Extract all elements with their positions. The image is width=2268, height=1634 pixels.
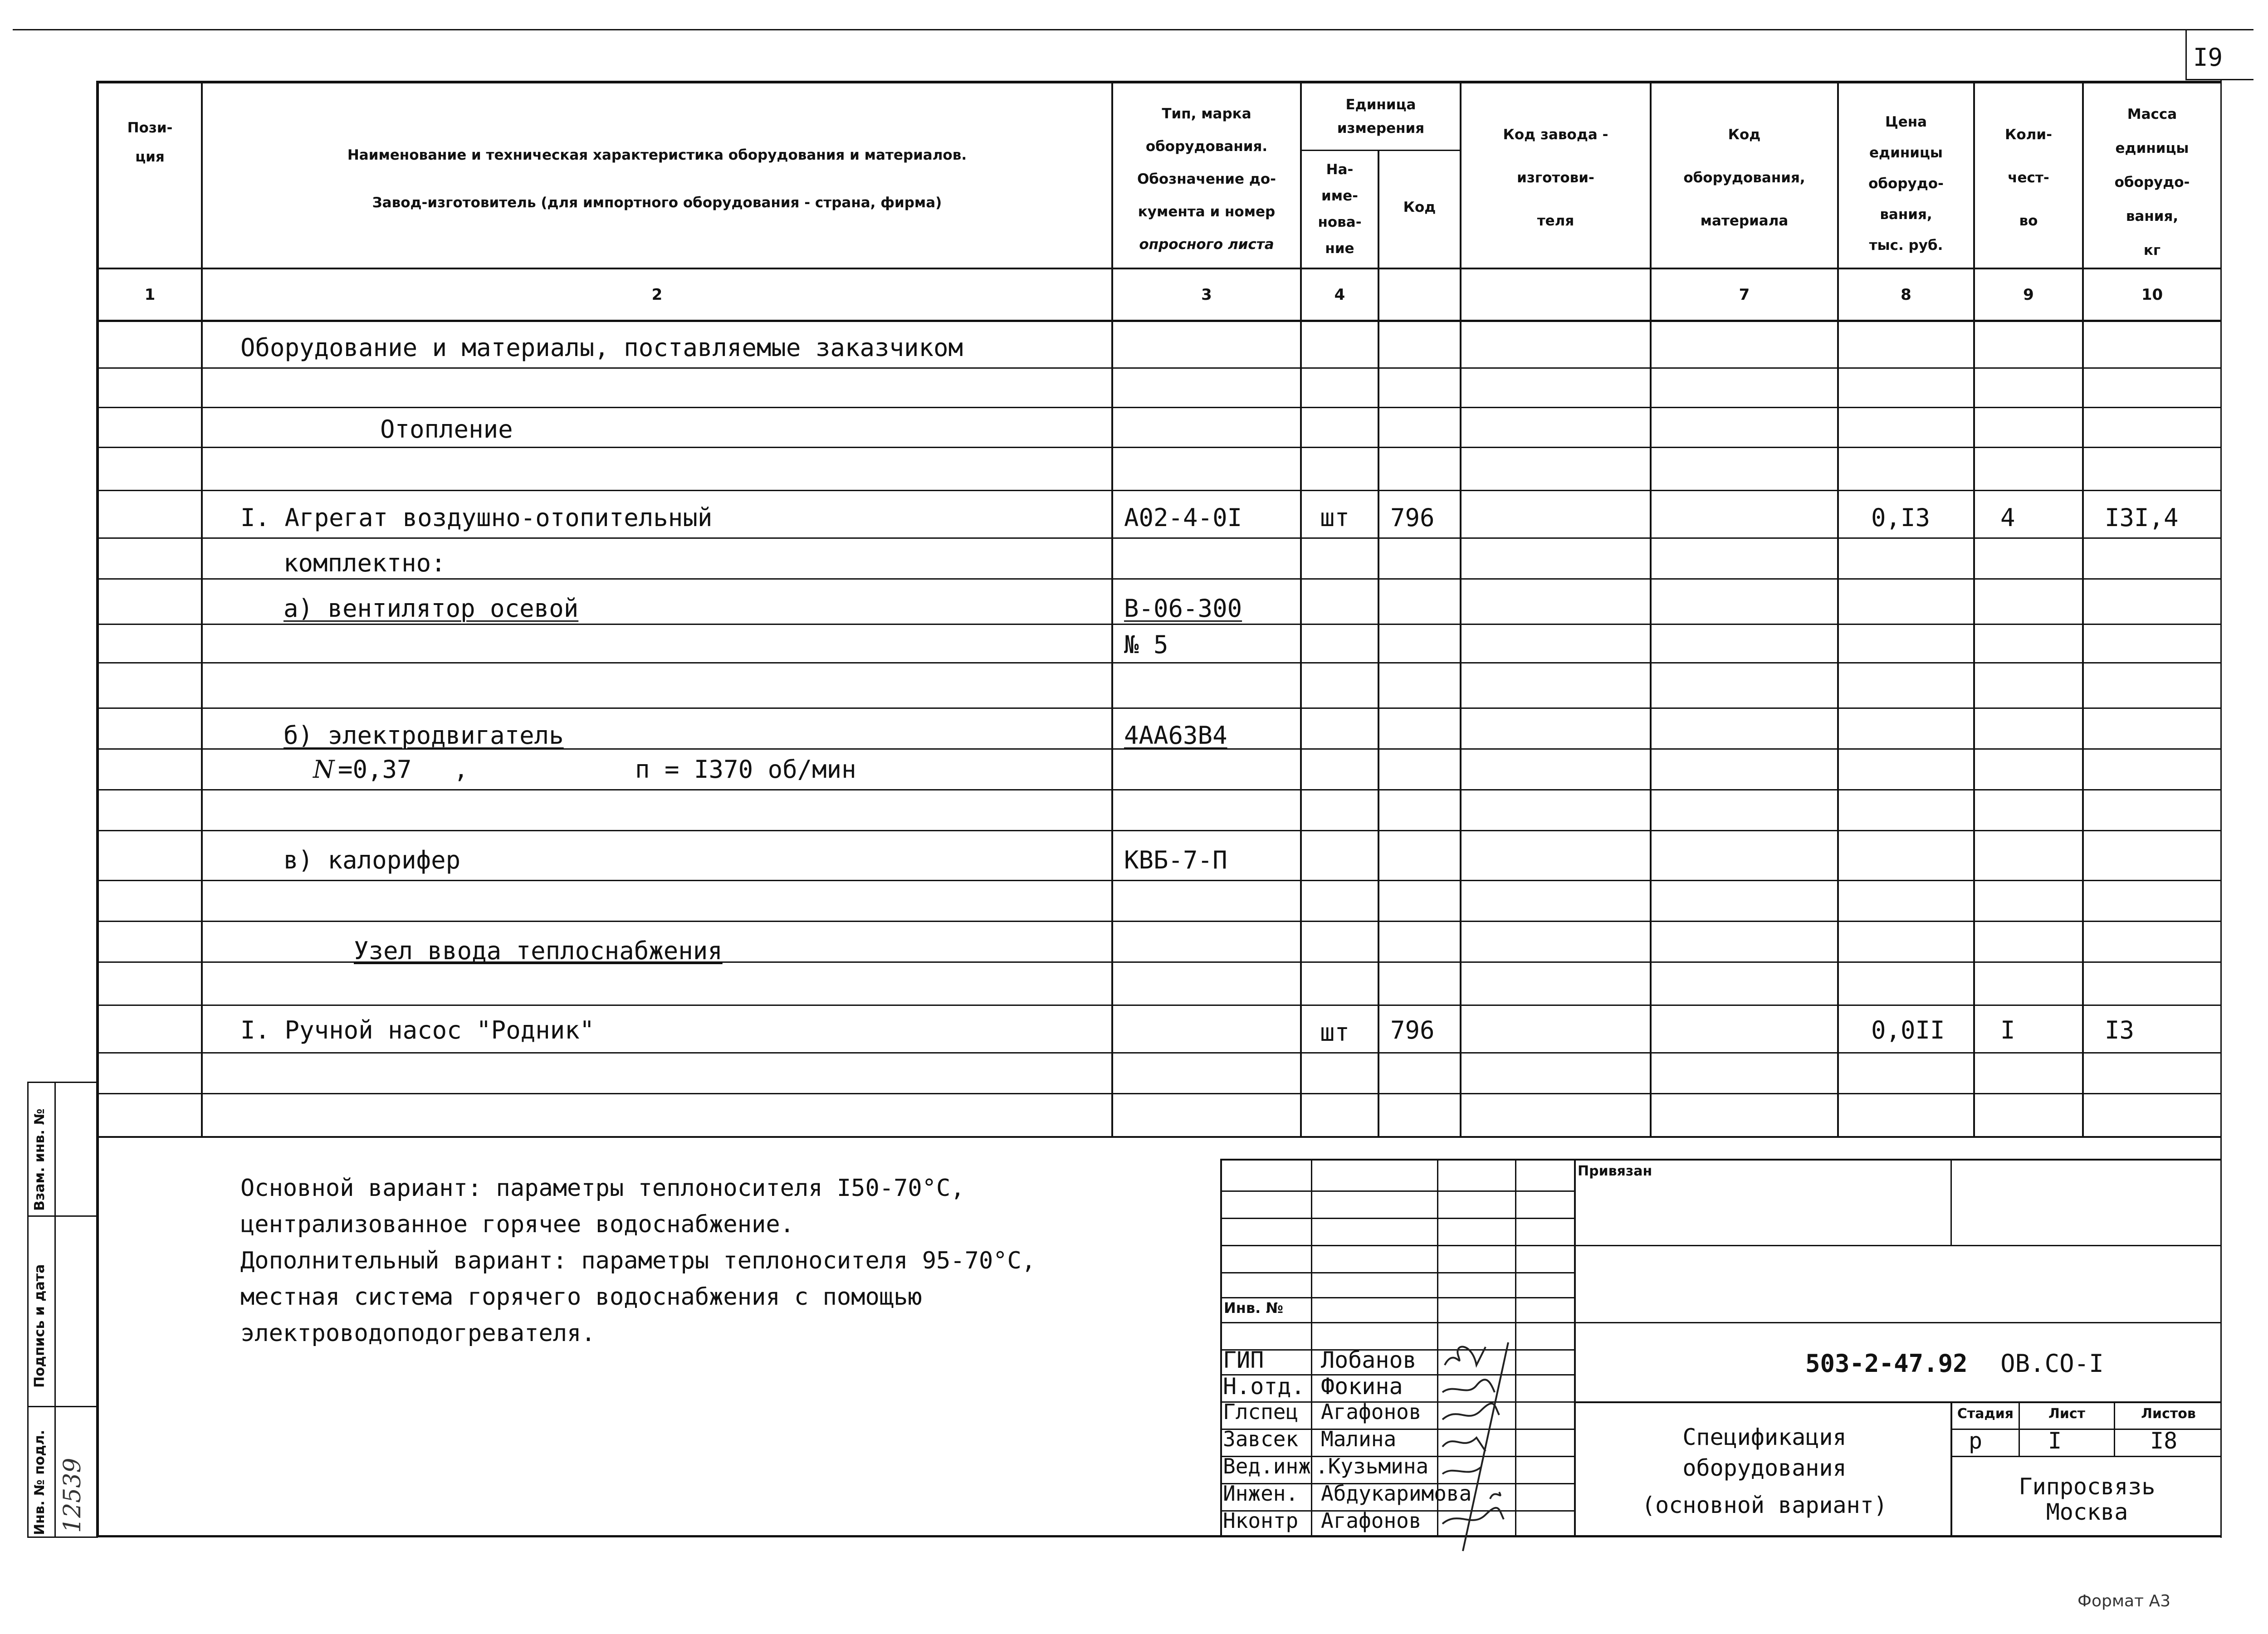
name-4: Малина bbox=[1321, 1427, 1397, 1451]
header-name: Наименование и техническая характеристика оборудования и материалов. Завод-изготовитель (для импортного оборудования - страна, фирма) bbox=[347, 147, 967, 211]
header-factory-code: Код завода - изготови- теля bbox=[1503, 127, 1608, 229]
sheet-number: I9 bbox=[2193, 43, 2223, 72]
colnum-7: 7 bbox=[1739, 286, 1750, 304]
item1-qty: 4 bbox=[2000, 503, 2015, 532]
name-1: Лобанов bbox=[1321, 1347, 1417, 1373]
motor-power-symbol: N bbox=[313, 755, 335, 784]
header-mass: Масса единицы оборудо- вания, кг bbox=[2114, 106, 2190, 259]
header-unit-group: Единица измерения bbox=[1337, 97, 1425, 137]
colnum-9: 9 bbox=[2023, 286, 2034, 304]
item1-code: 796 bbox=[1390, 503, 1435, 532]
side-inv-original: Инв. № подл. bbox=[32, 1429, 48, 1535]
item2-unit: шт bbox=[1320, 1018, 1350, 1047]
header-equipment-code: Код оборудования, материала bbox=[1683, 127, 1805, 229]
doc-code-suffix: ОВ.СО-I bbox=[2000, 1349, 2104, 1378]
side-sign-date: Подпись и дата bbox=[32, 1264, 48, 1388]
fan-label: а) вентилятор осевой bbox=[284, 594, 579, 623]
role-2: Н.отд. bbox=[1223, 1373, 1305, 1400]
item2-code: 796 bbox=[1390, 1016, 1435, 1044]
role-4: Завсек bbox=[1223, 1427, 1299, 1451]
motor-label: б) электродвигатель bbox=[284, 721, 564, 750]
colnum-4: 4 bbox=[1334, 286, 1345, 304]
item1-price: 0,I3 bbox=[1871, 503, 1931, 532]
signatures-graphic bbox=[1436, 1338, 1535, 1556]
header-quantity: Коли- чест- во bbox=[2005, 127, 2052, 229]
fan-number: № 5 bbox=[1124, 630, 1168, 659]
doc-code-number: 503-2-47.92 bbox=[1805, 1349, 1968, 1378]
stage-label: Стадия bbox=[1957, 1406, 2014, 1422]
side-replace-inv: Взам. инв. № bbox=[32, 1108, 48, 1211]
sheets-label: Листов bbox=[2141, 1406, 2196, 1422]
node-title: Узел ввода теплоснабжения bbox=[354, 937, 723, 965]
item2-qty: I bbox=[2000, 1016, 2015, 1044]
header-price: Цена единицы оборудо- вания, тыс. руб. bbox=[1868, 114, 1944, 254]
fan-type: В-06-300 bbox=[1124, 594, 1242, 623]
doc-title: Спецификация оборудования (основной вариант) bbox=[1642, 1424, 1887, 1518]
sheet-label: Лист bbox=[2048, 1406, 2086, 1422]
sheet-value: I bbox=[2048, 1428, 2062, 1454]
item1-unit: шт bbox=[1320, 503, 1350, 532]
heater-type: КВБ-7-П bbox=[1124, 846, 1227, 874]
motor-type: 4АА63В4 bbox=[1124, 721, 1227, 750]
header-unit-name: На- име- нова- ние bbox=[1318, 161, 1362, 257]
item2-mass: I3 bbox=[2105, 1016, 2135, 1044]
notes-block: Основной вариант: параметры теплоносителя I50-70°С, централизованное горячее водоснабжение. Дополнительный вариант: параметры теплоносителя 95-70°С, местная система горячего водоснабжения с помощью электроводоподогревателя. bbox=[240, 1175, 1036, 1347]
item1-type: А02-4-0I bbox=[1124, 503, 1242, 532]
heater-label: в) калорифер bbox=[284, 846, 461, 874]
heating-title: Отопление bbox=[380, 415, 513, 444]
colnum-2: 2 bbox=[651, 286, 663, 304]
colnum-3: 3 bbox=[1201, 286, 1212, 304]
organization: Гипросвязь Москва bbox=[2019, 1473, 2156, 1525]
name-2: Фокина bbox=[1321, 1373, 1403, 1400]
stage-value: р bbox=[1969, 1428, 1983, 1454]
colnum-8: 8 bbox=[1901, 286, 1911, 304]
item2-price: 0,0II bbox=[1871, 1016, 1945, 1044]
name-5: .Кузьмина bbox=[1315, 1454, 1429, 1478]
sheets-value: I8 bbox=[2150, 1428, 2178, 1454]
header-type: Тип, марка оборудования. Обозначение до- кумента и номер опросного листа bbox=[1137, 106, 1276, 253]
colnum-10: 10 bbox=[2141, 286, 2163, 304]
name-3: Агафонов bbox=[1321, 1400, 1422, 1424]
name-6: Абдукаримова bbox=[1321, 1481, 1472, 1506]
role-3: Глспец bbox=[1223, 1400, 1299, 1424]
role-7: Нконтр bbox=[1223, 1508, 1299, 1533]
side-inv-value: 12539 bbox=[59, 1458, 86, 1533]
header-unit-code: Код bbox=[1403, 199, 1436, 215]
format-label: Формат А3 bbox=[2077, 1592, 2171, 1610]
motor-power: =0,37 bbox=[338, 755, 412, 784]
attached-label: Привязан bbox=[1578, 1163, 1652, 1179]
section-title: Оборудование и материалы, поставляемые заказчиком bbox=[240, 333, 963, 362]
complete-label: комплектно: bbox=[284, 549, 446, 577]
role-5: Вед.инж bbox=[1223, 1454, 1311, 1478]
role-6: Инжен. bbox=[1223, 1481, 1299, 1506]
name-7: Агафонов bbox=[1321, 1508, 1422, 1533]
colnum-1: 1 bbox=[144, 286, 156, 304]
item1-name: I. Агрегат воздушно-отопительный bbox=[240, 503, 713, 532]
doc-code bbox=[1805, 1349, 2104, 1378]
item1-mass: I3I,4 bbox=[2105, 503, 2179, 532]
motor-separator: , bbox=[454, 755, 469, 784]
inventory-label: Инв. № bbox=[1224, 1299, 1283, 1317]
role-1: ГИП bbox=[1223, 1347, 1264, 1373]
item2-name: I. Ручной насос "Родник" bbox=[240, 1016, 595, 1044]
motor-rpm: п = I370 об/мин bbox=[635, 755, 856, 784]
header-position: Пози- ция bbox=[127, 120, 173, 165]
